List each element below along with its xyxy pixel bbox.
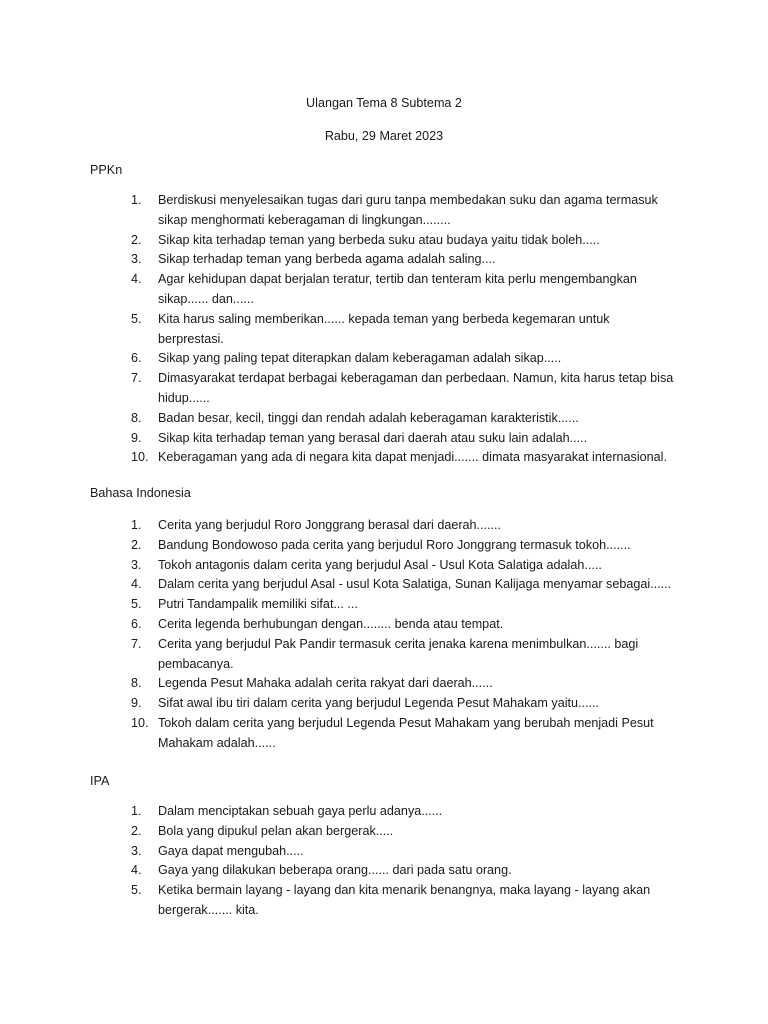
question-list-bahasa-indonesia bbox=[0, 516, 768, 754]
question-item bbox=[0, 822, 768, 842]
question-number: 8. bbox=[131, 676, 142, 691]
question-text-line: Sikap terhadap teman yang berbeda agama adalah saling.... bbox=[158, 252, 496, 267]
question-item bbox=[0, 310, 768, 350]
document-title: Ulangan Tema 8 Subtema 2 bbox=[306, 96, 462, 110]
question-text-line: bergerak....... kita. bbox=[158, 902, 259, 917]
question-text-line: Dimasyarakat terdapat berbagai keberagaman dan perbedaan. Namun, kita harus tetap bisa bbox=[158, 371, 674, 386]
question-text-line: Putri Tandampalik memiliki sifat... ... bbox=[158, 597, 358, 612]
question-number: 4. bbox=[131, 577, 142, 592]
question-text-line: Gaya yang dilakukan beberapa orang...... dari pada satu orang. bbox=[158, 863, 512, 878]
question-text-line: Sifat awal ibu tiri dalam cerita yang berjudul Legenda Pesut Mahakam yaitu...... bbox=[158, 696, 600, 711]
section-heading-ipa: IPA bbox=[90, 774, 110, 788]
question-number: 3. bbox=[131, 843, 142, 858]
question-number: 10. bbox=[131, 450, 149, 465]
question-number: 8. bbox=[131, 410, 142, 425]
question-item bbox=[0, 881, 768, 921]
question-item bbox=[0, 369, 768, 409]
question-list-ppkn bbox=[0, 191, 768, 468]
question-text-line: Badan besar, kecil, tinggi dan rendah adalah keberagaman karakteristik...... bbox=[158, 410, 579, 425]
question-item bbox=[0, 595, 768, 615]
question-text-line: pembacanya. bbox=[158, 656, 234, 671]
question-item bbox=[0, 861, 768, 881]
question-number: 9. bbox=[131, 430, 142, 445]
question-text-line: Bola yang dipukul pelan akan bergerak..... bbox=[158, 823, 394, 838]
question-item bbox=[0, 429, 768, 449]
question-number: 5. bbox=[131, 311, 142, 326]
question-text-line: sikap...... dan...... bbox=[158, 291, 254, 306]
question-text-line: Cerita yang berjudul Roro Jonggrang berasal dari daerah....... bbox=[158, 518, 502, 532]
question-item bbox=[0, 231, 768, 251]
question-item bbox=[0, 191, 768, 231]
question-number: 2. bbox=[131, 823, 142, 838]
document-date: Rabu, 29 Maret 2023 bbox=[324, 129, 444, 143]
question-item bbox=[0, 349, 768, 369]
question-text-line: Sikap kita terhadap teman yang berasal dari daerah atau suku lain adalah..... bbox=[158, 430, 588, 445]
question-number: 6. bbox=[131, 351, 142, 366]
question-text-line: Cerita yang berjudul Pak Pandir termasuk cerita jenaka karena menimbulkan....... bagi bbox=[158, 636, 639, 651]
question-text-line: Tokoh antagonis dalam cerita yang berjudul Asal - Usul Kota Salatiga adalah..... bbox=[158, 557, 602, 572]
question-number: 7. bbox=[131, 636, 142, 651]
question-item bbox=[0, 635, 768, 675]
question-item bbox=[0, 714, 768, 754]
question-item bbox=[0, 448, 768, 468]
question-number: 5. bbox=[131, 597, 142, 612]
question-number: 10. bbox=[131, 715, 149, 730]
question-item bbox=[0, 615, 768, 635]
question-text-line: Kita harus saling memberikan...... kepada teman yang berbeda kegemaran untuk bbox=[158, 311, 610, 326]
question-list-ipa bbox=[0, 802, 768, 921]
question-number: 7. bbox=[131, 371, 142, 386]
question-item bbox=[0, 556, 768, 576]
question-number: 1. bbox=[131, 193, 142, 207]
question-number: 3. bbox=[131, 557, 142, 572]
question-number: 3. bbox=[131, 252, 142, 267]
question-number: 9. bbox=[131, 696, 142, 711]
question-item bbox=[0, 802, 768, 822]
question-number: 4. bbox=[131, 272, 142, 287]
question-item bbox=[0, 409, 768, 429]
question-text-line: Gaya dapat mengubah..... bbox=[158, 843, 304, 858]
question-text-line: Dalam cerita yang berjudul Asal - usul Kota Salatiga, Sunan Kalijaga menyamar sebagai...... bbox=[158, 577, 672, 592]
question-text-line: Mahakam adalah...... bbox=[158, 735, 276, 750]
question-number: 1. bbox=[131, 804, 142, 818]
question-item bbox=[0, 575, 768, 595]
question-item bbox=[0, 694, 768, 714]
question-text-line: berprestasi. bbox=[158, 331, 224, 346]
question-item bbox=[0, 536, 768, 556]
question-text-line: Sikap kita terhadap teman yang berbeda suku atau budaya yaitu tidak boleh..... bbox=[158, 232, 600, 247]
question-text-line: Bandung Bondowoso pada cerita yang berjudul Roro Jonggrang termasuk tokoh....... bbox=[158, 537, 631, 552]
question-text-line: Keberagaman yang ada di negara kita dapat menjadi....... dimata masyarakat internasional. bbox=[158, 450, 667, 465]
question-item bbox=[0, 270, 768, 310]
question-number: 2. bbox=[131, 537, 142, 552]
question-text-line: Legenda Pesut Mahaka adalah cerita rakyat dari daerah...... bbox=[158, 676, 493, 691]
question-number: 6. bbox=[131, 616, 142, 631]
question-number: 5. bbox=[131, 883, 142, 898]
question-text-line: Cerita legenda berhubungan dengan........ benda atau tempat. bbox=[158, 616, 504, 631]
question-text-line: Sikap yang paling tepat diterapkan dalam keberagaman adalah sikap..... bbox=[158, 351, 562, 366]
question-item bbox=[0, 250, 768, 270]
question-text-line: Dalam menciptakan sebuah gaya perlu adanya...... bbox=[158, 804, 443, 818]
question-text-line: Ketika bermain layang - layang dan kita menarik benangnya, maka layang - layang akan bbox=[158, 883, 651, 898]
question-item bbox=[0, 674, 768, 694]
question-text-line: hidup...... bbox=[158, 390, 210, 405]
question-text-line: sikap menghormati keberagaman di lingkungan........ bbox=[158, 212, 451, 227]
section-heading-bahasa-indonesia: Bahasa Indonesia bbox=[90, 486, 191, 500]
section-heading-ppkn: PPKn bbox=[90, 163, 123, 177]
question-text-line: Tokoh dalam cerita yang berjudul Legenda Pesut Mahakam yang berubah menjadi Pesut bbox=[158, 715, 654, 730]
question-number: 1. bbox=[131, 518, 142, 532]
question-item bbox=[0, 516, 768, 536]
question-number: 4. bbox=[131, 863, 142, 878]
question-number: 2. bbox=[131, 232, 142, 247]
question-text-line: Berdiskusi menyelesaikan tugas dari guru tanpa membedakan suku dan agama termasuk bbox=[158, 193, 658, 207]
question-item bbox=[0, 842, 768, 862]
question-text-line: Agar kehidupan dapat berjalan teratur, tertib dan tenteram kita perlu mengembangkan bbox=[158, 272, 637, 287]
